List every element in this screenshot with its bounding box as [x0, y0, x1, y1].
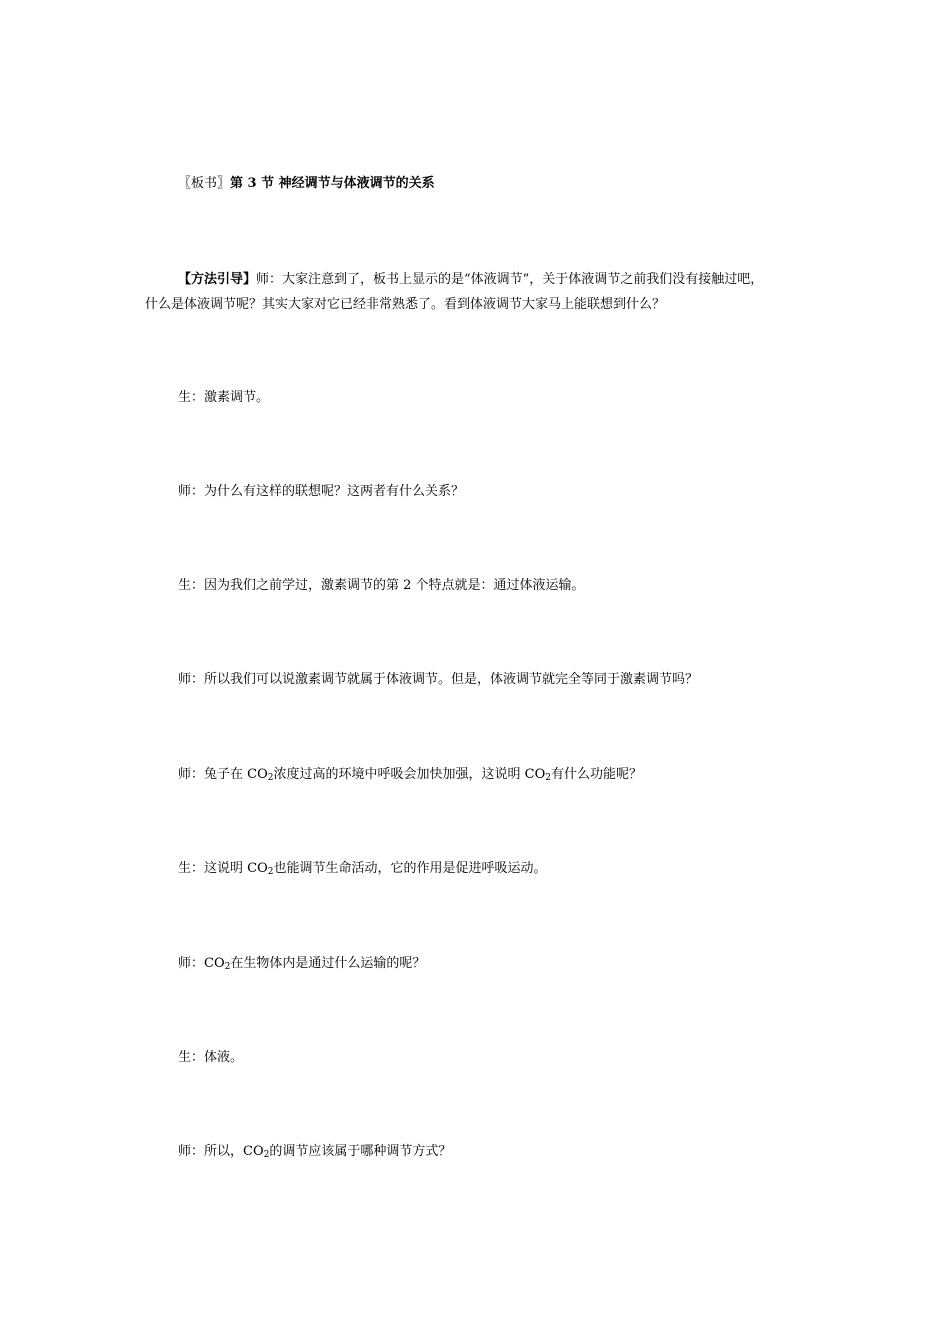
- d5-part-a: 师：兔子在 CO: [178, 767, 268, 782]
- d7-part-a: 师：CO: [178, 956, 225, 971]
- d6-part-b: 也能调节生命活动，它的作用是促进呼吸运动。: [273, 861, 547, 876]
- section-heading: [178, 172, 435, 196]
- d9-part-b: 的调节应该属于哪种调节方式？: [269, 1144, 452, 1159]
- d9-sub: 2: [263, 1150, 270, 1160]
- dialogue-line-4: 师：所以我们可以说激素调节就属于体液调节。但是，体液调节就完全等同于激素调节吗？: [178, 672, 699, 687]
- d6-sub: 2: [267, 867, 274, 877]
- d5-part-c: 有什么功能呢？: [550, 767, 642, 782]
- method-paragraph-line2: 什么是体液调节呢？其实大家对它已经非常熟悉了。看到体液调节大家马上能联想到什么？: [145, 297, 666, 312]
- heading-title: 第 3 节 神经调节与体液调节的关系: [230, 176, 435, 191]
- dialogue-line-1: 生：激素调节。: [178, 390, 270, 405]
- d5-part-b: 浓度过高的环境中呼吸会加快加强，这说明 CO: [273, 767, 546, 782]
- dialogue-line-6: [178, 857, 547, 881]
- dialogue-line-7: [178, 952, 425, 976]
- method-label: 【方法引导】: [178, 272, 257, 287]
- d9-part-a: 师：所以，CO: [178, 1144, 264, 1159]
- method-text-1: 师：大家注意到了，板书上显示的是“体液调节”，关于体液调节之前我们没有接触过吧，: [256, 272, 764, 287]
- d5-sub-1: 2: [267, 773, 274, 783]
- heading-bracket: 〖板书〗: [178, 176, 231, 191]
- dialogue-line-2: 师：为什么有这样的联想呢？这两者有什么关系？: [178, 484, 465, 499]
- d5-sub-2: 2: [545, 773, 551, 783]
- dialogue-line-5: [178, 763, 642, 787]
- dialogue-line-3: 生：因为我们之前学过，激素调节的第 2 个特点就是：通过体液运输。: [178, 578, 585, 593]
- d7-sub: 2: [224, 962, 231, 972]
- d7-part-b: 在生物体内是通过什么运输的呢？: [230, 956, 426, 971]
- dialogue-line-8: 生：体液。: [178, 1050, 244, 1065]
- dialogue-line-9: [178, 1140, 451, 1164]
- d6-part-a: 生：这说明 CO: [178, 861, 268, 876]
- method-paragraph-line1: [178, 268, 763, 292]
